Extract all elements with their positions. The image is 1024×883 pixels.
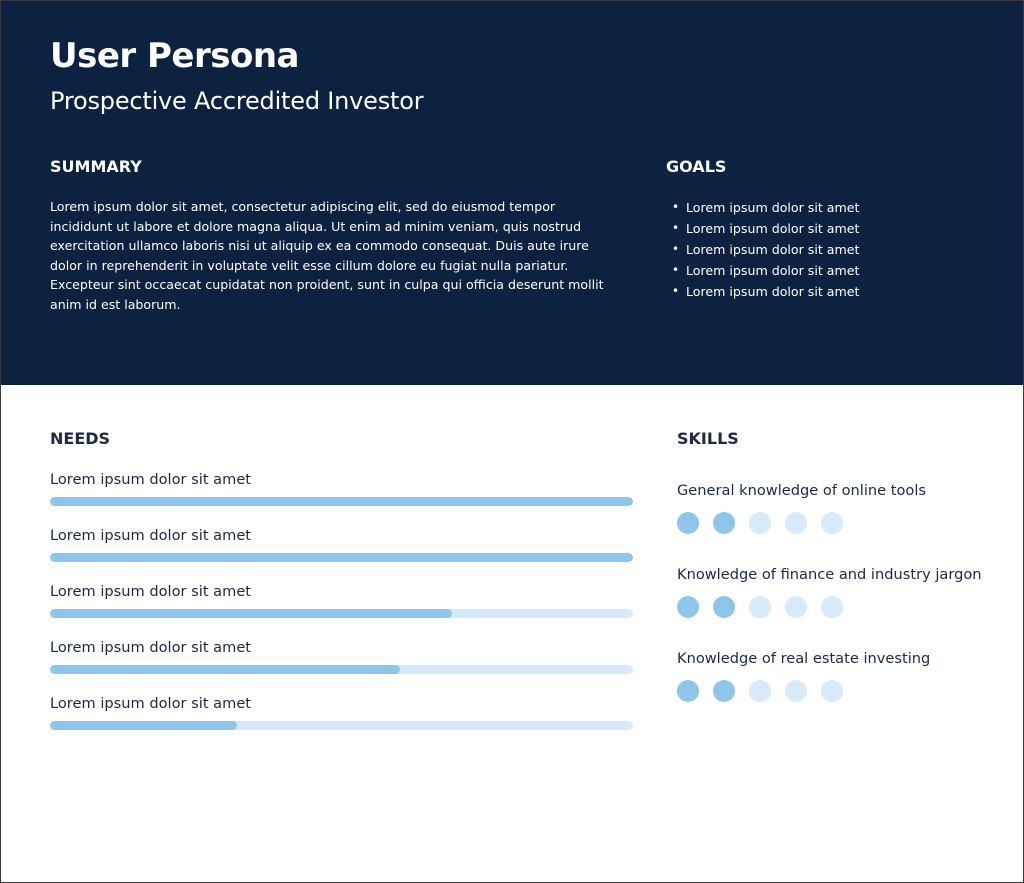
rating-dot-empty bbox=[785, 680, 807, 702]
skill-label: Knowledge of real estate investing bbox=[677, 650, 931, 667]
need-progress-fill bbox=[50, 665, 400, 674]
rating-dot-filled bbox=[677, 680, 699, 702]
rating-dot-empty bbox=[821, 680, 843, 702]
need-label: Lorem ipsum dolor sit amet bbox=[50, 471, 252, 488]
rating-dot-filled bbox=[677, 512, 699, 534]
rating-dot-filled bbox=[713, 512, 735, 534]
summary-section bbox=[50, 156, 620, 314]
bullet-icon: • bbox=[672, 284, 680, 298]
goal-text: Lorem ipsum dolor sit amet bbox=[686, 221, 860, 236]
skill-item bbox=[677, 565, 1007, 618]
bullet-icon: • bbox=[672, 221, 680, 235]
rating-dot-empty bbox=[821, 596, 843, 618]
skill-label: Knowledge of finance and industry jargon bbox=[677, 566, 982, 583]
summary-text: Lorem ipsum dolor sit amet, consectetur adipiscing elit, sed do eiusmod tempor incididunt ut labore et dolore magna aliqua. Ut enim ad minim veniam, quis nostrud exercitation ullamco laboris nisi ut aliquip ex ea commodo consequat. Duis aute irure dolor in reprehenderit in voluptate velit esse cillum dolore eu fugiat nulla pariatur. Excepteur sint occaecat cupidatat non proident, sunt in culpa qui officia deserunt mollit anim id est laborum. bbox=[50, 199, 604, 312]
goal-text: Lorem ipsum dolor sit amet bbox=[686, 242, 860, 257]
goal-text: Lorem ipsum dolor sit amet bbox=[686, 284, 860, 299]
skill-item bbox=[677, 481, 1007, 534]
goals-heading: GOALS bbox=[666, 157, 727, 176]
need-item bbox=[50, 694, 634, 730]
rating-dot-filled bbox=[713, 680, 735, 702]
page-title: User Persona bbox=[50, 36, 299, 76]
bullet-icon: • bbox=[672, 263, 680, 277]
needs-section bbox=[50, 428, 634, 730]
need-item bbox=[50, 638, 634, 674]
skill-rating bbox=[677, 596, 1007, 618]
goal-item bbox=[666, 260, 996, 281]
goals-list bbox=[666, 197, 996, 302]
need-label: Lorem ipsum dolor sit amet bbox=[50, 695, 252, 712]
skill-item bbox=[677, 649, 1007, 702]
goal-text: Lorem ipsum dolor sit amet bbox=[686, 200, 860, 215]
goals-section bbox=[666, 156, 996, 302]
summary-heading: SUMMARY bbox=[50, 157, 142, 176]
needs-heading: NEEDS bbox=[50, 429, 111, 448]
need-progress-track bbox=[50, 609, 633, 618]
rating-dot-empty bbox=[749, 596, 771, 618]
need-item bbox=[50, 526, 634, 562]
need-progress-track bbox=[50, 665, 633, 674]
bullet-icon: • bbox=[672, 242, 680, 256]
rating-dot-empty bbox=[749, 680, 771, 702]
goal-item bbox=[666, 218, 996, 239]
rating-dot-empty bbox=[821, 512, 843, 534]
need-item bbox=[50, 470, 634, 506]
goal-item bbox=[666, 197, 996, 218]
rating-dot-filled bbox=[713, 596, 735, 618]
skill-rating bbox=[677, 680, 1007, 702]
need-progress-fill bbox=[50, 553, 633, 562]
need-label: Lorem ipsum dolor sit amet bbox=[50, 527, 252, 544]
rating-dot-filled bbox=[677, 596, 699, 618]
rating-dot-empty bbox=[749, 512, 771, 534]
page-subtitle: Prospective Accredited Investor bbox=[50, 87, 424, 115]
skills-heading: SKILLS bbox=[677, 429, 739, 448]
need-progress-fill bbox=[50, 721, 237, 730]
need-progress-fill bbox=[50, 497, 633, 506]
goal-item bbox=[666, 281, 996, 302]
need-progress-track bbox=[50, 553, 633, 562]
rating-dot-empty bbox=[785, 512, 807, 534]
need-progress-fill bbox=[50, 609, 452, 618]
skills-section bbox=[677, 428, 1007, 702]
need-item bbox=[50, 582, 634, 618]
need-label: Lorem ipsum dolor sit amet bbox=[50, 639, 252, 656]
skill-label: General knowledge of online tools bbox=[677, 482, 926, 499]
need-label: Lorem ipsum dolor sit amet bbox=[50, 583, 252, 600]
goal-text: Lorem ipsum dolor sit amet bbox=[686, 263, 860, 278]
bullet-icon: • bbox=[672, 200, 680, 214]
rating-dot-empty bbox=[785, 596, 807, 618]
header-banner bbox=[1, 1, 1023, 385]
need-progress-track bbox=[50, 497, 633, 506]
goal-item bbox=[666, 239, 996, 260]
skill-rating bbox=[677, 512, 1007, 534]
need-progress-track bbox=[50, 721, 633, 730]
